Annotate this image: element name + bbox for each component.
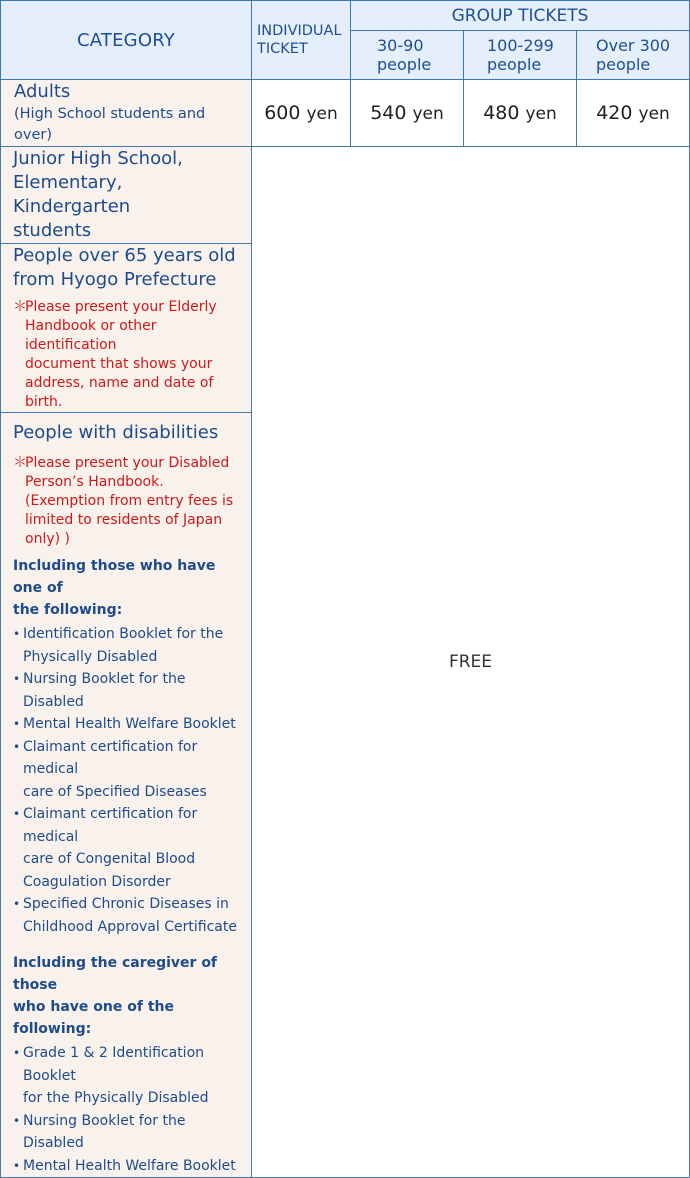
category-elderly — [1, 244, 252, 413]
note-asterisk-icon: ＊ — [13, 299, 27, 315]
bullet-icon: • — [13, 1113, 21, 1128]
list-item-line: Coagulation Disorder — [23, 873, 171, 890]
list-item — [13, 1042, 243, 1110]
elderly-line2: from Hyogo Prefecture — [13, 269, 217, 290]
caregiver-documents-list — [13, 1042, 243, 1177]
header-group-100-299 — [464, 31, 577, 80]
header-group-30-90-line1: 30-90 — [377, 36, 424, 55]
eligible-documents-list — [13, 623, 243, 938]
elderly-line1: People over 65 years old — [13, 245, 236, 266]
bullet-icon: • — [13, 739, 21, 754]
header-group-100-299-line2: people — [487, 55, 542, 74]
caregiver-heading — [13, 952, 243, 1040]
price-individual-amount: 600 — [264, 102, 301, 124]
disabilities-note-line2: Person’s Handbook. — [25, 474, 164, 490]
header-individual-ticket — [252, 1, 351, 80]
disabilities-note — [13, 454, 243, 549]
list-item-line: Mental Health Welfare Booklet — [23, 716, 236, 732]
price-group-30-90 — [351, 80, 464, 147]
list-item-line: Nursing Booklet for the Disabled — [23, 1112, 186, 1151]
price-group-100-299-unit: yen — [525, 104, 557, 124]
price-individual-unit: yen — [306, 104, 338, 124]
list-item — [13, 893, 243, 938]
disabilities-note-line3: (Exemption from entry fees is — [25, 493, 234, 509]
list-item-line: for the Physically Disabled — [23, 1090, 209, 1106]
list-item — [13, 1155, 243, 1178]
category-adults — [1, 80, 252, 147]
elderly-note — [13, 298, 243, 412]
disabilities-note-line5: only) ) — [25, 531, 70, 547]
caregiver-heading-line2: who have one of the following: — [13, 999, 174, 1037]
elderly-note-line2: Handbook or other identification — [25, 318, 157, 353]
header-group-over-300-line2: people — [596, 55, 651, 74]
list-item-line: Grade 1 & 2 Identification Booklet — [23, 1045, 205, 1084]
category-junior-students — [1, 147, 252, 244]
list-item-line: Identification Booklet for the — [23, 626, 224, 642]
disabilities-note-line1: Please present your Disabled — [25, 455, 230, 471]
junior-line2: Elementary, Kindergarten — [13, 172, 131, 217]
price-group-100-299 — [464, 80, 577, 147]
list-item — [13, 713, 243, 736]
category-disabilities — [1, 413, 252, 1178]
junior-line1: Junior High School, — [13, 148, 183, 169]
bullet-icon: • — [13, 807, 21, 821]
list-item-line: Mental Health Welfare Booklet — [23, 1157, 236, 1174]
elderly-note-line4: address, name and date of birth. — [25, 375, 214, 410]
elderly-note-line3: document that shows your — [25, 356, 213, 372]
list-item-line: Specified Chronic Diseases in — [23, 896, 229, 912]
list-item-line: Claimant certification for medical — [23, 738, 198, 777]
header-group-over-300-line1: Over 300 — [596, 36, 671, 55]
header-individual-line1: INDIVIDUAL — [257, 23, 342, 39]
list-item — [13, 736, 243, 804]
bullet-icon: • — [13, 717, 21, 731]
header-group-over-300 — [577, 31, 690, 80]
price-group-over-300-amount: 420 — [596, 102, 633, 124]
bullet-icon: • — [13, 1158, 21, 1173]
disabilities-title: People with disabilities — [13, 422, 219, 443]
price-group-100-299-amount: 480 — [483, 102, 520, 124]
including-heading-line2: the following: — [13, 602, 123, 618]
bullet-icon: • — [13, 627, 21, 641]
list-item — [13, 623, 243, 668]
header-individual-line2: TICKET — [257, 41, 308, 57]
list-item-line: Nursing Booklet for the Disabled — [23, 671, 186, 710]
adults-subtitle: (High School students and over) — [14, 106, 206, 143]
bullet-icon: • — [13, 672, 21, 686]
bullet-icon: • — [13, 1046, 21, 1060]
list-item-line: Physically Disabled — [23, 648, 158, 665]
note-asterisk-icon: ＊ — [13, 455, 27, 471]
price-group-over-300-unit: yen — [638, 104, 670, 124]
price-group-30-90-amount: 540 — [370, 102, 407, 124]
price-group-over-300 — [577, 80, 690, 147]
header-group-30-90-line2: people — [377, 55, 432, 74]
caregiver-heading-line1: Including the caregiver of those — [13, 955, 218, 993]
list-item-line: Claimant certification for medical — [23, 806, 198, 845]
header-group-100-299-line1: 100-299 — [487, 36, 554, 55]
list-item — [13, 1110, 243, 1155]
list-item — [13, 803, 243, 893]
elderly-note-line1: Please present your Elderly — [25, 299, 217, 315]
price-group-30-90-unit: yen — [412, 104, 444, 124]
list-item-line: care of Specified Diseases — [23, 783, 207, 800]
including-heading-line1: Including those who have one of — [13, 558, 216, 596]
list-item-line: Childhood Approval Certificate — [23, 918, 237, 935]
header-group-tickets: GROUP TICKETS — [351, 1, 690, 31]
adults-title: Adults — [14, 81, 71, 102]
disabilities-note-line4: limited to residents of Japan — [25, 512, 223, 528]
including-heading — [13, 555, 243, 621]
bullet-icon: • — [13, 897, 21, 911]
header-group-30-90 — [351, 31, 464, 80]
price-individual — [252, 80, 351, 147]
free-label: FREE — [252, 147, 690, 1178]
junior-line3: students — [13, 220, 92, 241]
list-item — [13, 668, 243, 713]
header-category: CATEGORY — [1, 1, 252, 80]
list-item-line: care of Congenital Blood — [23, 851, 196, 867]
